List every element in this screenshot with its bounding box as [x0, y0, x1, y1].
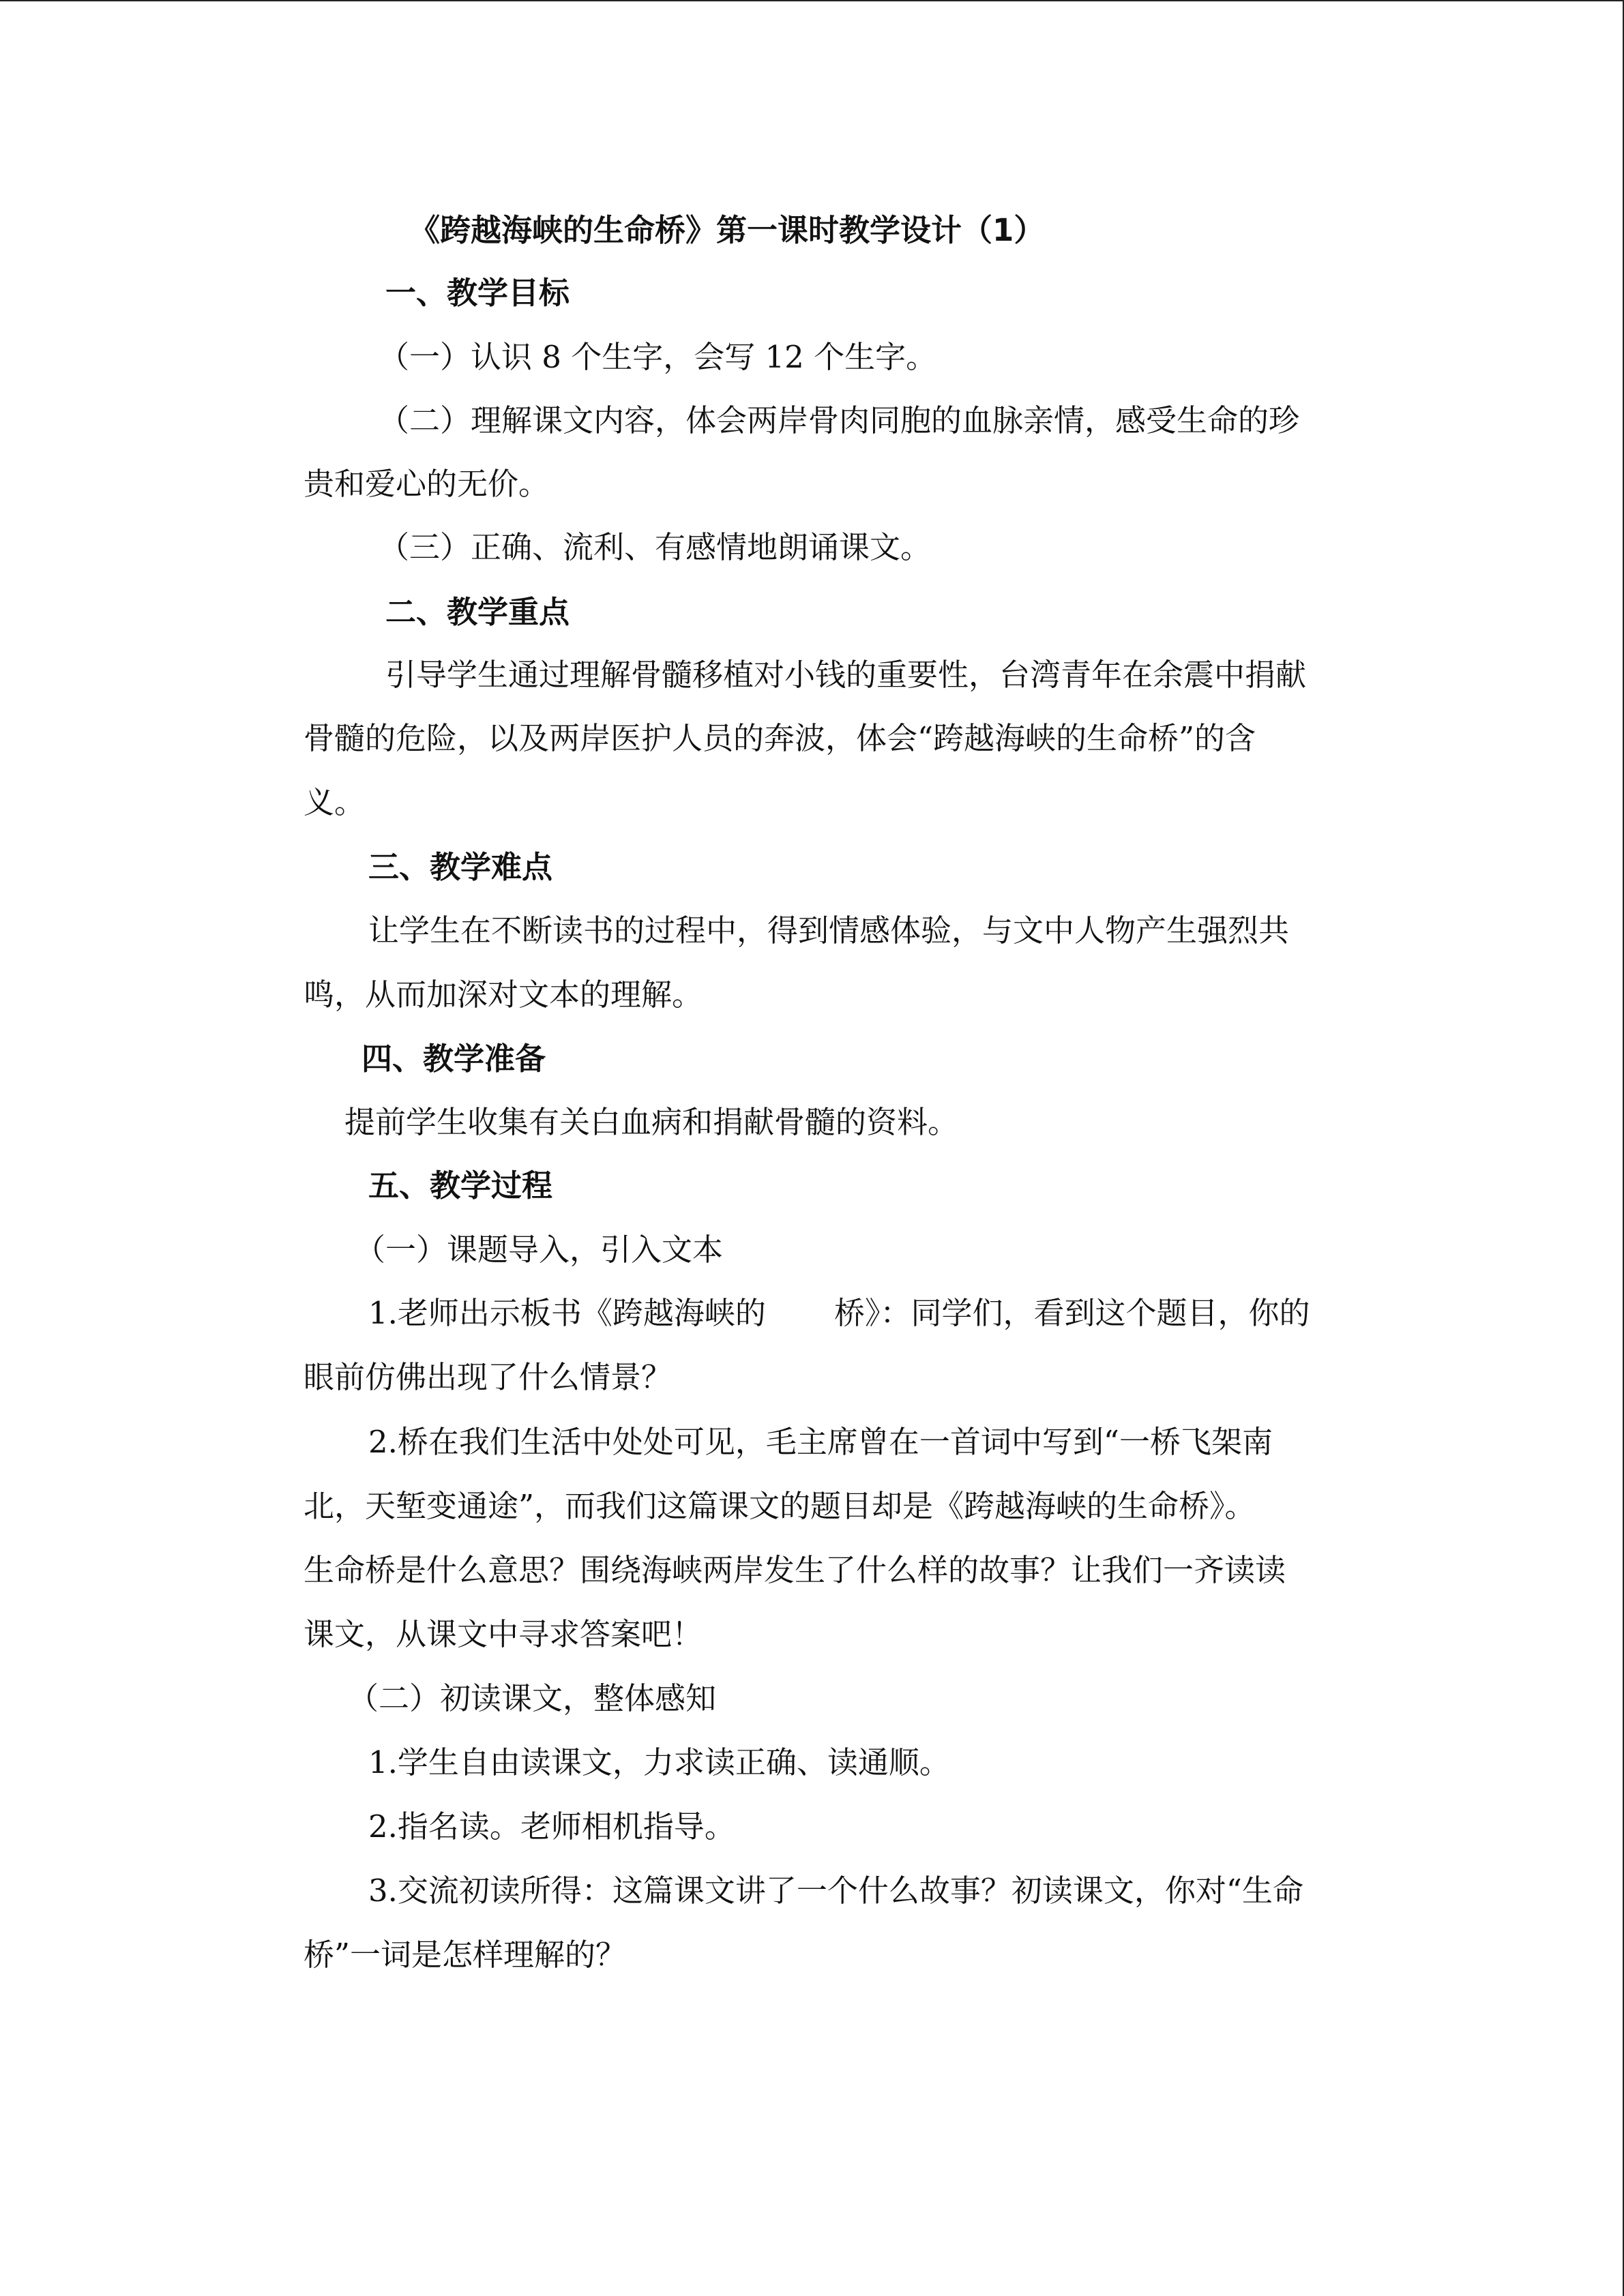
paragraph-intro-1-part-a: 1.老师出示板书《跨越海峡的 — [368, 1295, 766, 1331]
paragraph-objective-3: （三）正确、流利、有感情地朗诵课文。 — [379, 529, 932, 565]
paragraph-intro-2-line-2: 北，天堑变通途”，而我们这篇课文的题目却是《跨越海峡的生命桥》。 — [304, 1488, 1256, 1524]
paragraph-difficulties-line-1: 让学生在不断读书的过程中，得到情感体验，与文中人物产生强烈共 — [368, 912, 1290, 949]
paragraph-preparation: 提前学生收集有关白血病和捐献骨髓的资料。 — [344, 1104, 959, 1140]
paragraph-intro-2-line-3: 生命桥是什么意思？围绕海峡两岸发生了什么样的故事？让我们一齐读读 — [304, 1552, 1286, 1588]
subheading-first-reading: （二）初读课文，整体感知 — [348, 1680, 717, 1716]
paragraph-intro-2-line-1: 2.桥在我们生活中处处可见，毛主席曾在一首词中写到“一桥飞架南 — [368, 1424, 1273, 1460]
paragraph-intro-2-line-4: 课文，从课文中寻求答案吧！ — [304, 1616, 703, 1652]
paragraph-reading-3-line-1: 3.交流初读所得：这篇课文讲了一个什么故事？初读课文，你对“生命 — [368, 1873, 1303, 1909]
paragraph-intro-1-part-b: 桥》：同学们，看到这个题目，你的 — [833, 1295, 1310, 1331]
section-heading-process: 五、教学过程 — [368, 1167, 553, 1204]
paragraph-objective-2-line-2: 贵和爱心的无价。 — [304, 466, 550, 502]
section-heading-key-points: 二、教学重点 — [385, 594, 570, 630]
paragraph-objective-1: （一）认识 8 个生字，会写 12 个生字。 — [379, 339, 937, 375]
section-heading-objectives: 一、教学目标 — [385, 275, 570, 311]
paragraph-key-points-line-2: 骨髓的危险，以及两岸医护人员的奔波，体会“跨越海峡的生命桥”的含 — [304, 720, 1256, 756]
section-heading-difficulties: 三、教学难点 — [368, 849, 553, 885]
subheading-introduction: （一）课题导入，引入文本 — [355, 1232, 724, 1268]
paragraph-reading-2: 2.指名读。老师相机指导。 — [368, 1808, 735, 1845]
paragraph-reading-3-line-2: 桥”一词是怎样理解的？ — [304, 1937, 627, 1973]
paragraph-intro-1-line-1 — [368, 1293, 1310, 1334]
paragraph-intro-1-line-2: 眼前仿佛出现了什么情景？ — [304, 1359, 673, 1395]
paragraph-objective-2-line-1: （二）理解课文内容，体会两岸骨肉同胞的血脉亲情，感受生命的珍 — [379, 402, 1300, 438]
document-title: 《跨越海峡的生命桥》第一课时教学设计（1） — [409, 212, 1045, 248]
paragraph-difficulties-line-2: 鸣，从而加深对文本的理解。 — [304, 976, 703, 1013]
paragraph-key-points-line-3: 义。 — [304, 784, 366, 820]
paragraph-key-points-line-1: 引导学生通过理解骨髓移植对小钱的重要性，台湾青年在余震中捐献 — [385, 657, 1307, 693]
paragraph-reading-1: 1.学生自由读课文，力求读正确、读通顺。 — [368, 1744, 950, 1780]
section-heading-preparation: 四、教学准备 — [361, 1041, 546, 1077]
